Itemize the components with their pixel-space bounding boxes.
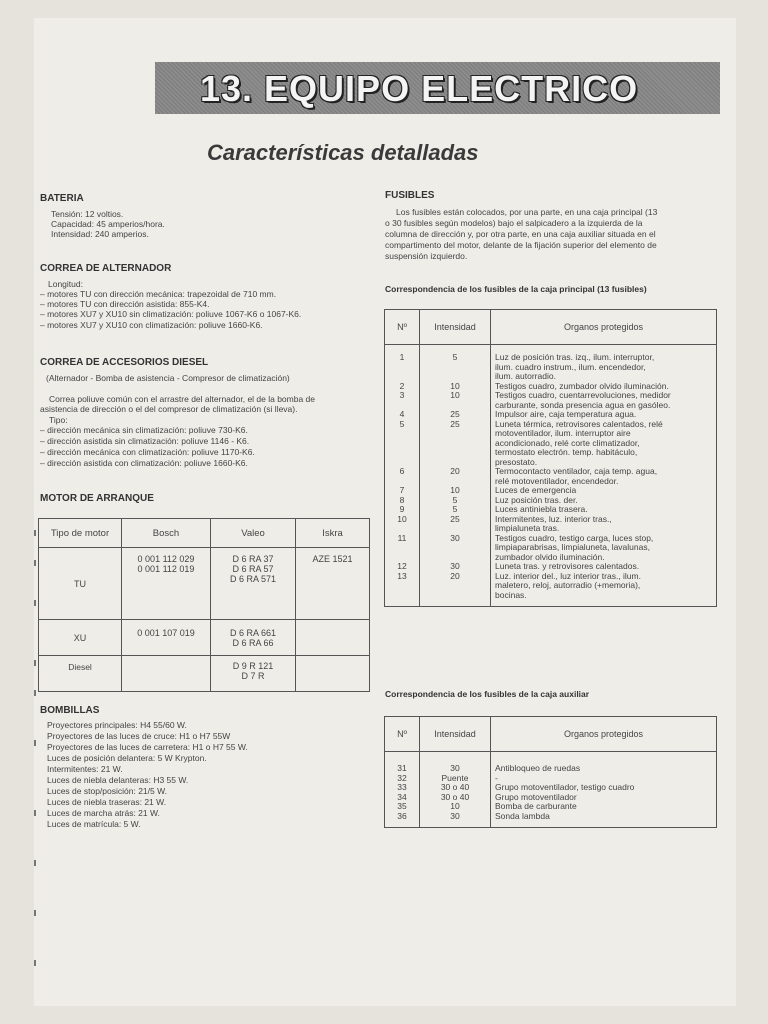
column-header: Organos protegidos — [491, 310, 717, 345]
bateria-heading: BATERIA — [40, 193, 84, 204]
bombillas-line: Luces de matrícula: 5 W. — [47, 819, 141, 829]
cell-numero: 2 3 — [385, 382, 420, 411]
cell-numero: 31 32 33 34 35 36 — [385, 752, 420, 828]
table-row — [385, 752, 717, 828]
table-row — [385, 410, 717, 467]
margin-tick — [34, 690, 36, 696]
bombillas-line: Intermitentes: 21 W. — [47, 764, 123, 774]
column-header: Intensidad — [420, 310, 491, 345]
fusibles-intro-line: compartimento del motor, delante de la fijación superior del elemento de — [385, 240, 657, 250]
cell-numero: 7 8 9 10 — [385, 486, 420, 534]
margin-tick — [34, 860, 36, 866]
correa-alternador-line: – motores XU7 y XU10 con climatización: poliuve 1660-K6. — [40, 320, 263, 330]
cell-iskra — [296, 656, 370, 692]
cell-organos: Impulsor aire, caja temperatura agua. Luneta térmica, retrovisores calentados, relé motoventilador, ilum. interruptor aire acondicionado, relé corte climatizador, termostato electrón. temp. habitáculo, presostato. — [491, 410, 717, 467]
bombillas-line: Luces de niebla traseras: 21 W. — [47, 797, 167, 807]
bombillas-heading: BOMBILLAS — [40, 705, 100, 716]
cell-organos: Antibloqueo de ruedas - Grupo motoventilador, testigo cuadro Grupo motoventilador Bomba de carburante Sonda lambda — [491, 752, 717, 828]
cell-organos: Luces de emergencia Luz posición tras. der. Luces antiniebla trasera. Intermitentes, luz. interior tras., limpialuneta tras. — [491, 486, 717, 534]
cell-valeo: D 6 RA 661 D 6 RA 66 — [211, 620, 296, 656]
table-row — [385, 562, 717, 607]
correa-alternador-line: – motores TU con dirección mecánica: trapezoidal de 710 mm. — [40, 289, 277, 299]
column-header: Intensidad — [420, 717, 491, 752]
section-subtitle: Características detalladas — [207, 140, 479, 165]
bombillas-line: Proyectores de las luces de cruce: H1 o H7 55W — [47, 731, 231, 741]
cell-intensidad: 30 20 — [420, 562, 491, 607]
correa-alternador-line: – motores XU7 y XU10 sin climatización: poliuve 1067-K6 o 1067-K6. — [40, 309, 302, 319]
cell-bosch: 0 001 112 029 0 001 112 019 — [122, 548, 211, 620]
table-header-row — [385, 717, 717, 752]
correa-diesel-line: – dirección asistida con climatización: poliuve 1660-K6. — [40, 458, 248, 468]
margin-tick — [34, 560, 36, 566]
correa-diesel-line: asistencia de dirección o el del compresor de climatización (si lleva). — [40, 404, 298, 414]
margin-tick — [34, 960, 36, 966]
bombillas-line: Luces de stop/posición: 21/5 W. — [47, 786, 168, 796]
cell-numero: 11 — [385, 534, 420, 563]
bateria-line: Capacidad: 45 amperios/hora. — [51, 219, 165, 229]
cell-intensidad: 30 Puente 30 o 40 30 o 40 10 30 — [420, 752, 491, 828]
cell-intensidad: 10 10 — [420, 382, 491, 411]
cell-organos: Luz de posición tras. izq., ilum. interruptor, ilum. cuadro instrum., ilum. encendedor, ilum. autorradio. — [491, 345, 717, 382]
table-header-row — [39, 519, 370, 548]
correa-alternador-heading: CORREA DE ALTERNADOR — [40, 263, 172, 274]
cell-organos: Luneta tras. y retrovisores calentados. Luz. interior del., luz interior tras., ilum. maletero, reloj, autorradio (+memoria), bocinas. — [491, 562, 717, 607]
fusibles-principal-table — [384, 309, 717, 607]
chapter-title: 13. EQUIPO ELECTRICO — [200, 68, 639, 109]
table-row — [385, 345, 717, 382]
cell-iskra — [296, 620, 370, 656]
table-row — [39, 620, 370, 656]
cell-organos: Testigos cuadro, testigo carga, luces stop, limpiaparabrisas, limpialuneta, lavalunas, zumbador olvido iluminación. — [491, 534, 717, 563]
margin-tick — [34, 740, 36, 746]
cell-intensidad: 20 — [420, 467, 491, 486]
cell-intensidad: 30 — [420, 534, 491, 563]
bombillas-line: Luces de marcha atrás: 21 W. — [47, 808, 160, 818]
correa-diesel-line: Correa poliuve común con el arrastre del alternador, el de la bomba de — [49, 394, 316, 404]
bateria-line: Tensión: 12 voltios. — [51, 209, 124, 219]
cell-valeo: D 9 R 121 D 7 R — [211, 656, 296, 692]
fusibles-intro-line: o 30 fusibles según modelos) bajo el salpicadero a la izquierda de la — [385, 218, 643, 228]
cell-numero: 1 — [385, 345, 420, 382]
margin-tick — [34, 810, 36, 816]
table-row — [385, 467, 717, 486]
cell-tipo: TU — [39, 548, 122, 620]
correa-diesel-note: (Alternador - Bomba de asistencia - Compresor de climatización) — [46, 373, 290, 383]
correa-alternador-line: – motores TU con dirección asistida: 855-K4. — [40, 299, 210, 309]
correa-alternador-line: Longitud: — [48, 279, 83, 289]
cell-bosch: 0 001 107 019 — [122, 620, 211, 656]
column-header: Nº — [385, 310, 420, 345]
cell-organos: Termocontacto ventilador, caja temp. agua, relé motoventilador, encendedor. — [491, 467, 717, 486]
fusibles-auxiliar-caption: Correspondencia de los fusibles de la caja auxiliar — [385, 689, 590, 699]
column-header: Organos protegidos — [491, 717, 717, 752]
cell-tipo: Diesel — [39, 656, 122, 692]
column-header: Nº — [385, 717, 420, 752]
fusibles-intro-line: Los fusibles están colocados, por una parte, en una caja principal (13 — [396, 207, 658, 217]
cell-iskra: AZE 1521 — [296, 548, 370, 620]
column-header: Iskra — [296, 519, 370, 548]
column-header: Valeo — [211, 519, 296, 548]
margin-tick — [34, 600, 36, 606]
column-header: Bosch — [122, 519, 211, 548]
bombillas-line: Luces de posición delantera: 5 W Krypton. — [47, 753, 207, 763]
cell-intensidad: 5 — [420, 345, 491, 382]
bombillas-line: Proyectores de las luces de carretera: H1 o H7 55 W. — [47, 742, 248, 752]
motor-arranque-table — [38, 518, 370, 692]
cell-intensidad: 25 25 — [420, 410, 491, 467]
bateria-line: Intensidad: 240 amperios. — [51, 229, 149, 239]
bombillas-line: Luces de niebla delanteras: H3 55 W. — [47, 775, 189, 785]
cell-organos: Testigos cuadro, zumbador olvido iluminación. Testigos cuadro, cuentarrevoluciones, medidor carburante, sonda presencia agua en gasóleo. — [491, 382, 717, 411]
correa-diesel-line: – dirección mecánica sin climatización: poliuve 730-K6. — [40, 425, 248, 435]
fusibles-heading: FUSIBLES — [385, 190, 435, 201]
cell-bosch — [122, 656, 211, 692]
table-row — [39, 548, 370, 620]
table-header-row — [385, 310, 717, 345]
column-header: Tipo de motor — [39, 519, 122, 548]
cell-numero: 12 13 — [385, 562, 420, 607]
bombillas-line: Proyectores principales: H4 55/60 W. — [47, 720, 187, 730]
margin-tick — [34, 910, 36, 916]
motor-arranque-heading: MOTOR DE ARRANQUE — [40, 493, 154, 504]
cell-valeo: D 6 RA 37 D 6 RA 57 D 6 RA 571 — [211, 548, 296, 620]
table-row — [385, 534, 717, 563]
correa-diesel-line: – dirección mecánica con climatización: poliuve 1170-K6. — [40, 447, 255, 457]
fusibles-principal-caption: Correspondencia de los fusibles de la caja principal (13 fusibles) — [385, 284, 647, 294]
cell-tipo: XU — [39, 620, 122, 656]
margin-tick — [34, 660, 36, 666]
correa-diesel-line: – dirección asistida sin climatización: poliuve 1146 - K6. — [40, 436, 250, 446]
cell-intensidad: 10 5 5 25 — [420, 486, 491, 534]
fusibles-intro-line: columna de dirección y, por otra parte, en una caja auxiliar situada en el — [385, 229, 656, 239]
fusibles-intro-line: suspensión izquierdo. — [385, 251, 468, 261]
table-row — [385, 382, 717, 411]
table-row — [385, 486, 717, 534]
table-row — [39, 656, 370, 692]
margin-tick — [34, 530, 36, 536]
cell-numero: 6 — [385, 467, 420, 486]
correa-diesel-line: Tipo: — [49, 415, 68, 425]
correa-diesel-heading: CORREA DE ACCESORIOS DIESEL — [40, 357, 209, 368]
fusibles-auxiliar-table — [384, 716, 717, 828]
cell-numero: 4 5 — [385, 410, 420, 467]
